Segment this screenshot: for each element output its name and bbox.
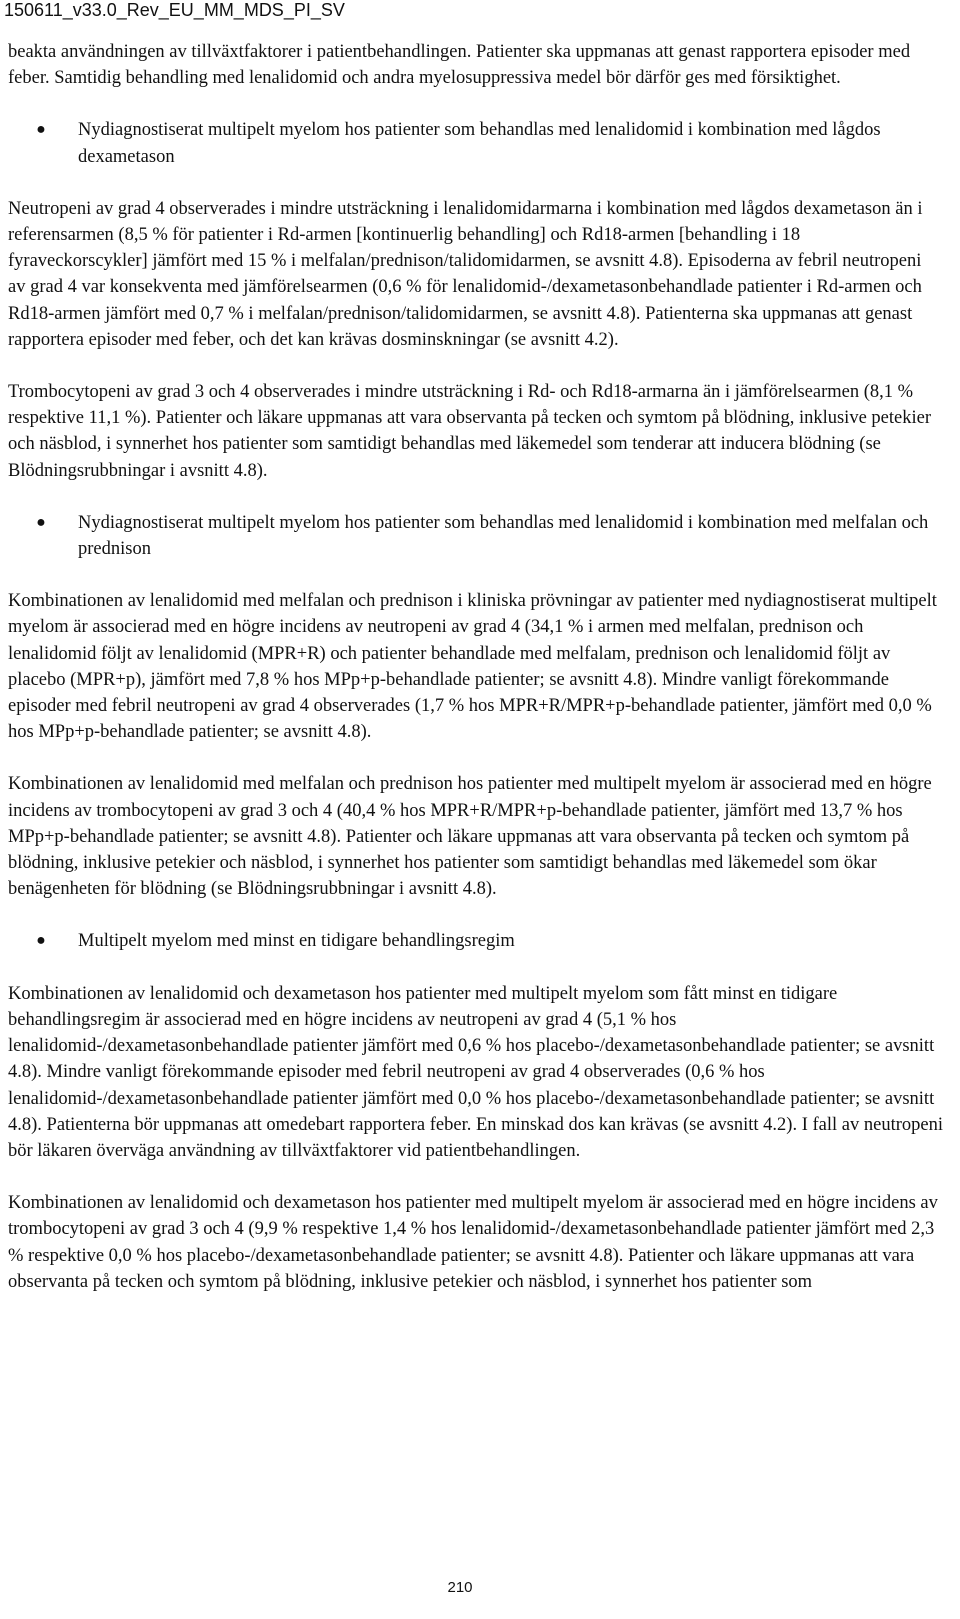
- paragraph-thrombocytopenia-rd: Trombocytopeni av grad 3 och 4 observerades i mindre utsträckning i Rd- och Rd18-armarna än i jämförelsearmen (8,1 % respektive 11,1 %). Patienter och läkare uppmanas att vara observanta på tecken och symtom på blödning, inklusive petekier och näsblod, i synnerhet hos patienter som samtidigt behandlas med läkemedel som tenderar att inducera blödning (se Blödningsrubbningar i avsnitt 4.8).: [8, 382, 931, 481]
- bullet-icon: ●: [36, 932, 46, 950]
- paragraph-neutropenia-mpr: Kombinationen av lenalidomid med melfalan och prednison i kliniska prövningar av patienter med nydiagnostiserat multipelt myelom är associerad med en högre incidens av neutropeni av grad 4 (34,1 % i armen med melfalan, prednison och lenalidomid följt av lenalidomid (MPR+R) och patienter behandlade med melfalam, prednison och lenalidomid följt av placebo (MPR+p), jämfört med 7,8 % hos MPp+p-behandlade patienter; se avsnitt 4.8). Mindre vanligt förekommande episoder med febril neutropeni av grad 4 observerades (1,7 % hos MPR+R/MPR+p-behandlade patienter, jämfört med 0,0 % hos MPp+p-behandlade patienter; se avsnitt 4.8).: [8, 591, 937, 743]
- section-bullet-3: [8, 928, 943, 954]
- bullet-icon: ●: [36, 513, 46, 531]
- paragraph-thrombocytopenia-prior: Kombinationen av lenalidomid och dexametason hos patienter med multipelt myelom är associerad med en högre incidens av trombocytopeni av grad 3 och 4 (9,9 % respektive 1,4 % hos lenalidomid-/dexametasonbehandlade patienter jämfört med 2,3 % respektive 0,0 % hos placebo-/dexametasonbehandlade patienter; se avsnitt 4.8). Patienter och läkare uppmanas att vara observanta på tecken och symtom på blödning, inklusive petekier och näsblod, i synnerhet hos patienter som: [8, 1193, 938, 1292]
- section-bullet-1: [8, 117, 943, 169]
- document-body: [8, 39, 943, 1295]
- paragraph-neutropenia-rd: Neutropeni av grad 4 observerades i mindre utsträckning i lenalidomidarmarna i kombination med lågdos dexametason än i referensarmen (8,5 % för patienter i Rd-armen [kontinuerlig behandling] och Rd18-armen [behandling i 18 fyraveckorscykler] jämfört med 15 % i melfalan/prednison/talidomidarmen, se avsnitt 4.8). Episoderna av febril neutropeni av grad 4 var konsekventa med jämförelsearmen (0,6 % för lenalidomid-/dexametasonbehandlade patienter i Rd-armen och Rd18-armen jämfört med 0,7 % i melfalan/prednison/talidomidarmen, se avsnitt 4.8). Patienterna ska uppmanas att genast rapportera episoder med feber, och det kan krävas dosminskningar (se avsnitt 4.2).: [8, 198, 923, 350]
- bullet-2-text: Nydiagnostiserat multipelt myelom hos patienter som behandlas med lenalidomid i kombination med melfalan och prednison: [78, 512, 929, 560]
- paragraph-thrombocytopenia-mpr: Kombinationen av lenalidomid med melfalan och prednison hos patienter med multipelt myelom är associerad med en högre incidens av trombocytopeni av grad 3 och 4 (40,4 % hos MPR+R/MPR+p-behandlade patienter, jämfört med 13,7 % hos MPp+p-behandlade patienter; se avsnitt 4.8). Patienter och läkare uppmanas att vara observanta på tecken och symtom på blödning, inklusive petekier och näsblod, i synnerhet hos patienter som samtidigt behandlas med läkemedel som ökar benägenheten för blödning (se Blödningsrubbningar i avsnitt 4.8).: [8, 774, 932, 900]
- document-id-header: 150611_v33.0_Rev_EU_MM_MDS_PI_SV: [4, 0, 345, 20]
- section-bullet-2: [8, 510, 943, 562]
- bullet-icon: ●: [36, 121, 46, 139]
- page-number: 210: [447, 1579, 473, 1596]
- intro-paragraph: beakta användningen av tillväxtfaktorer i patientbehandlingen. Patienter ska uppmanas att genast rapportera episoder med feber. Samtidig behandling med lenalidomid och andra myelosuppressiva medel bör därför ges med försiktighet.: [8, 42, 911, 89]
- paragraph-neutropenia-prior: Kombinationen av lenalidomid och dexametason hos patienter med multipelt myelom som fått minst en tidigare behandlingsregim är associerad med en högre incidens av neutropeni av grad 4 (5,1 % hos lenalidomid-/dexametasonbehandlade patienter jämfört med 0,6 % hos placebo-/dexametasonbehandlade patienter; se avsnitt 4.8). Mindre vanligt förekommande episoder med febril neutropeni av grad 4 observerades (0,6 % hos lenalidomid-/dexametasonbehandlade patienter jämfört med 0,0 % hos placebo-/dexametasonbehandlade patienter; se avsnitt 4.8). Patienterna bör uppmanas att omedebart rapportera feber. En minskad dos kan krävas (se avsnitt 4.2). I fall av neutropeni bör läkaren överväga användning av tillväxtfaktorer vid patientbehandlingen.: [8, 983, 943, 1161]
- bullet-1-text: Nydiagnostiserat multipelt myelom hos patienter som behandlas med lenalidomid i kombination med lågdos dexametason: [78, 120, 881, 167]
- bullet-3-text: Multipelt myelom med minst en tidigare behandlingsregim: [78, 931, 515, 952]
